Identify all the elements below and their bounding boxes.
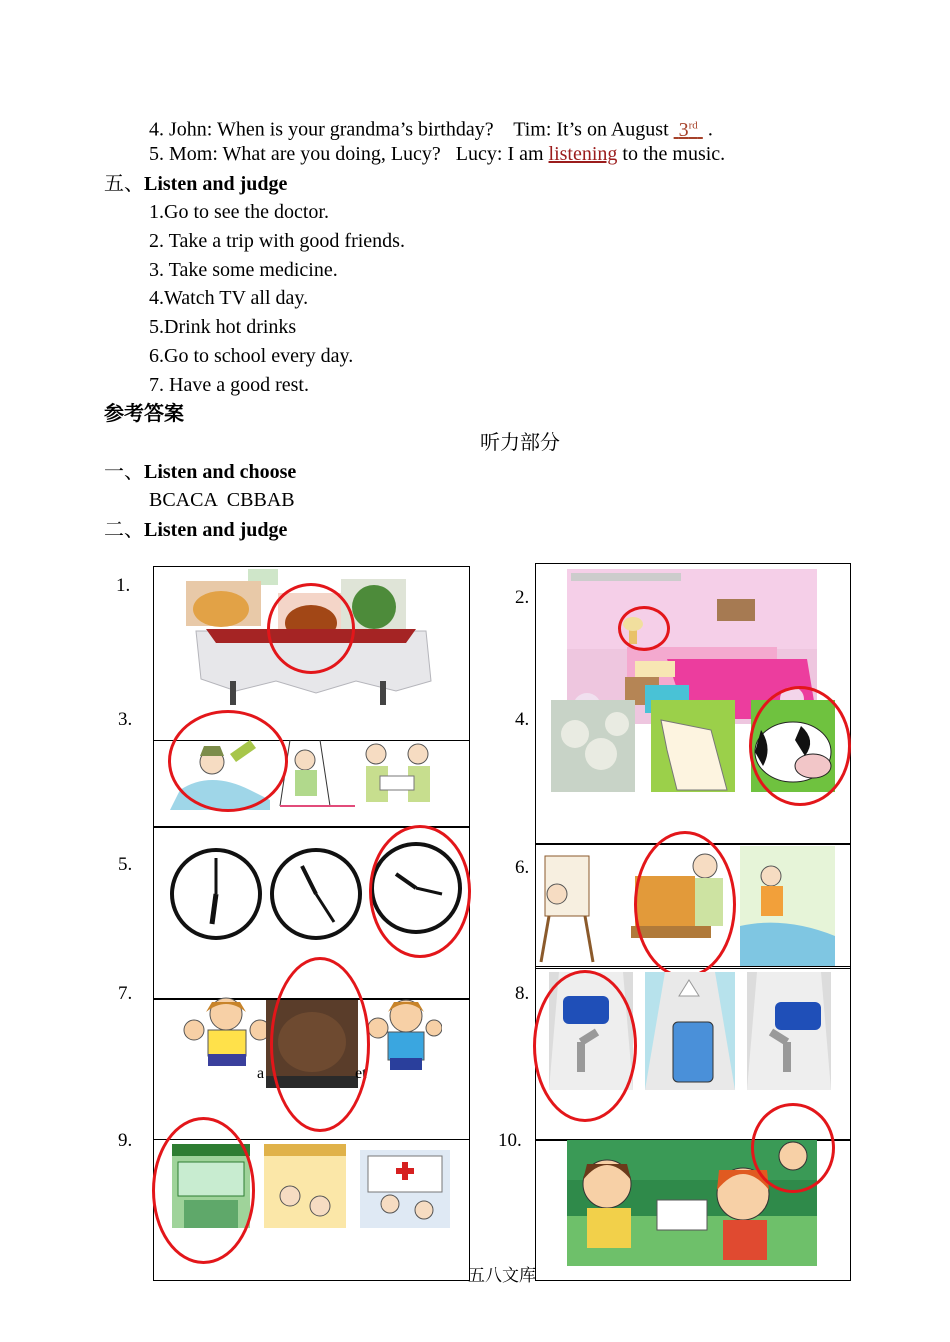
picture-label-2: 2. (515, 587, 530, 608)
dialogue-5-suffix: to the music. (617, 143, 726, 165)
answer-circle-9 (152, 1117, 255, 1264)
section-2-heading: 二、Listen and judge (104, 517, 288, 541)
picture-label-10: 10. (498, 1130, 522, 1151)
answer-circle-1 (267, 583, 355, 674)
answer-circle-6 (634, 831, 736, 978)
dialogue-5 (149, 141, 725, 167)
section-5-item: 6.Go to school every day. (149, 345, 354, 367)
answers-heading: 参考答案 (104, 401, 184, 425)
picture-label-8: 8. (515, 983, 530, 1004)
picture-label-6: 6. (515, 857, 530, 878)
picture-label-9: 9. (118, 1130, 133, 1151)
picture-label-5: 5. (118, 854, 133, 875)
section-5-item: 2. Take a trip with good friends. (149, 230, 405, 252)
clock-face-1 (172, 850, 260, 938)
picture-label-3: 3. (118, 709, 133, 730)
answer-circle-5 (369, 825, 471, 958)
picture-label-7: 7. (118, 983, 133, 1004)
answer-circle-10 (751, 1103, 835, 1193)
footer-watermark: 五八文库 (468, 1266, 536, 1286)
answer-circle-7 (270, 957, 370, 1132)
section-5-item: 7. Have a good rest. (149, 374, 309, 396)
section-5-item: 3. Take some medicine. (149, 259, 338, 281)
dialogue-4-suffix: . (702, 118, 713, 141)
picture-label-1: 1. (116, 575, 131, 596)
stray-text-a: a (257, 1065, 265, 1082)
dialogue-5-text: 5. Mom: What are you doing, Lucy? Lucy: I am (149, 143, 549, 165)
section-1-answers: BCACA CBBAB (149, 489, 295, 511)
answer-circle-4 (749, 686, 851, 806)
clock-face-2 (272, 850, 360, 938)
dialogue-4-text: 4. John: When is your grandma’s birthday? Tim: It’s on August (149, 118, 674, 141)
picture-label-4: 4. (515, 709, 530, 730)
section-5-heading: 五、Listen and judge (104, 171, 288, 195)
answer-circle-8 (533, 970, 637, 1122)
dialogue-5-answer: listening (548, 143, 618, 165)
stray-text-et: et (355, 1065, 367, 1082)
section-5-item: 5.Drink hot drinks (149, 316, 297, 338)
answer-circle-2 (618, 606, 670, 651)
section-5-item: 1.Go to see the doctor. (149, 201, 329, 223)
answer-circle-3 (168, 710, 288, 812)
section-1-heading: 一、Listen and choose (104, 459, 297, 483)
listening-heading: 听力部分 (480, 430, 560, 454)
dialogue-4-answer: 3rd (678, 118, 698, 141)
section-5-item: 4.Watch TV all day. (149, 287, 309, 309)
dialogue-4 (149, 112, 713, 143)
